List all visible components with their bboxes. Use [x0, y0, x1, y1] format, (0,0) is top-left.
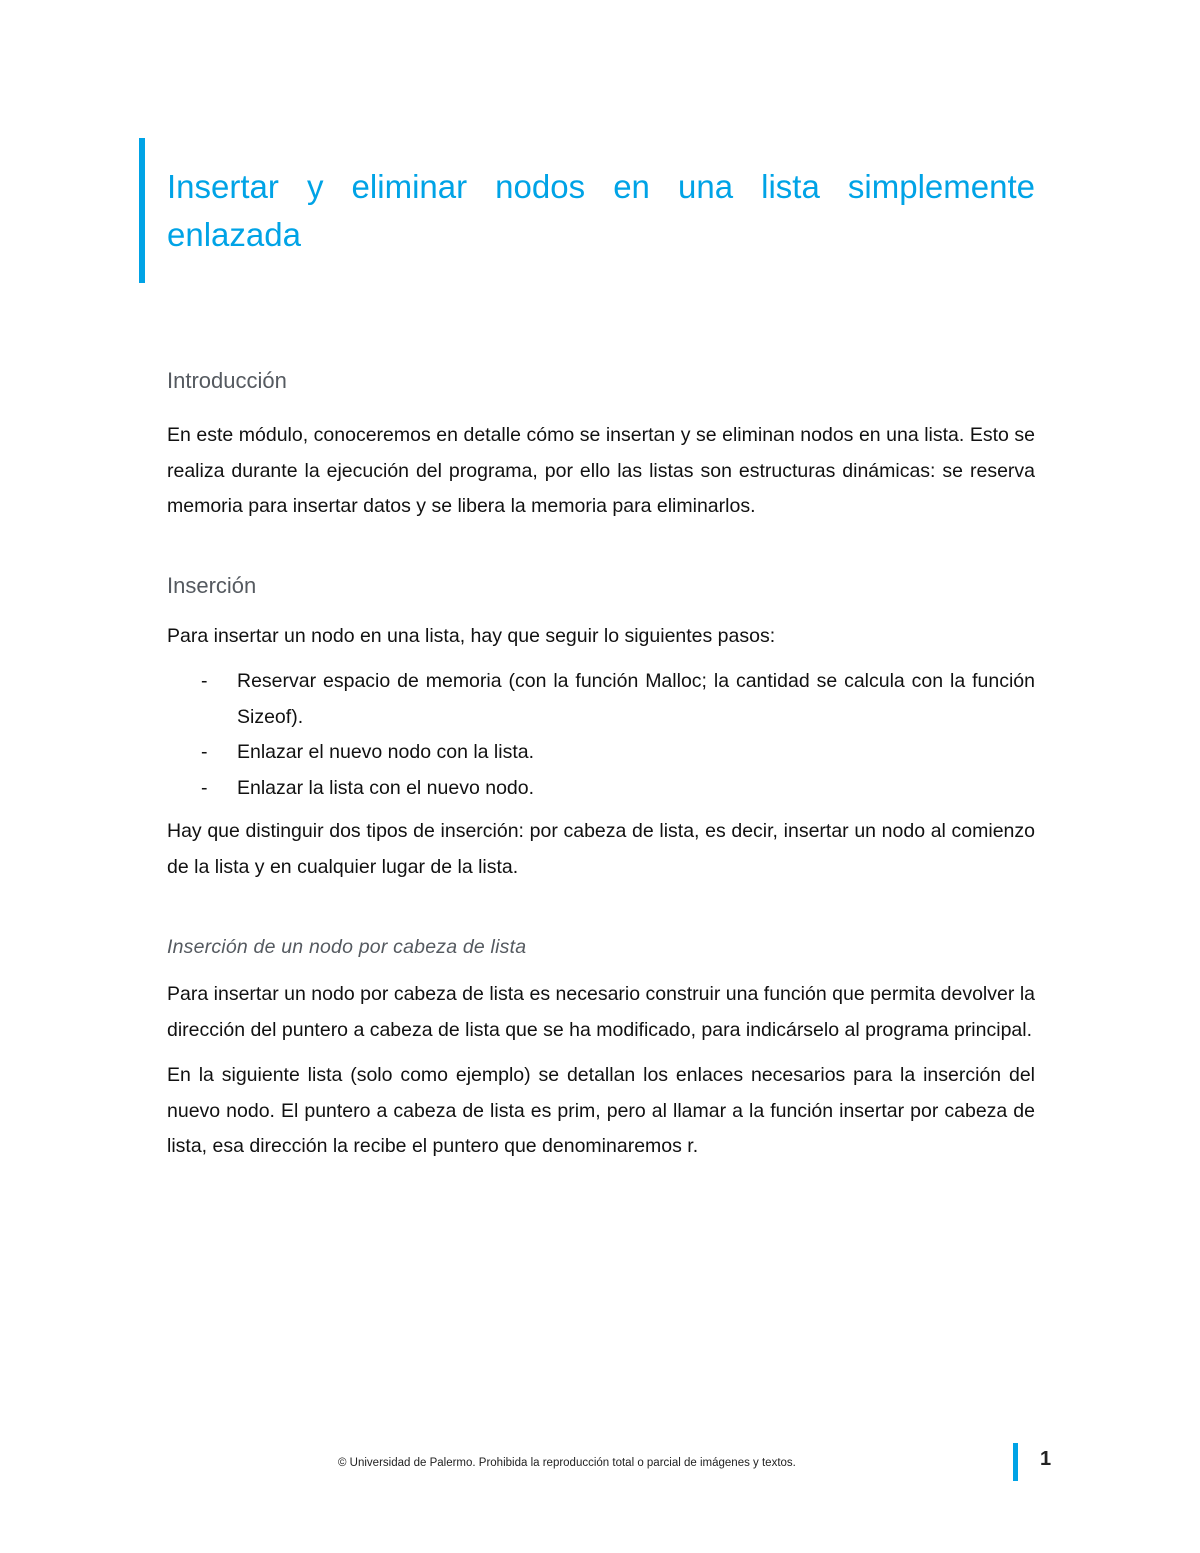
list-item: [167, 735, 1035, 771]
title-accent-bar: [139, 138, 145, 283]
list-item-text: Reservar espacio de memoria (con la función Malloc; la cantidad se calcula con la función Sizeof).: [237, 670, 1035, 728]
page-number: 1: [1040, 1448, 1052, 1470]
list-bullet: -: [201, 776, 208, 799]
section-heading-insertion: Inserción: [167, 572, 257, 598]
head-insertion-paragraph: En la siguiente lista (solo como ejemplo) se detallan los enlaces necesarios para la inserción del nuevo nodo. El puntero a cabeza de lista es prim, pero al llamar a la función insertar por cabeza de lista, esa dirección la recibe el puntero que denominaremos r.: [167, 1064, 1035, 1157]
list-item: [167, 771, 1035, 807]
document-body: [167, 364, 1035, 1175]
list-item-text: Enlazar el nuevo nodo con la lista.: [237, 741, 535, 763]
subsection-heading-head-insertion: Inserción de un nodo por cabeza de lista: [167, 936, 527, 958]
insertion-lead-paragraph: Para insertar un nodo en una lista, hay que seguir lo siguientes pasos:: [167, 624, 776, 647]
footer-copyright: © Universidad de Palermo. Prohibida la reproducción total o parcial de imágenes y textos.: [338, 1457, 796, 1469]
list-item: [167, 664, 1035, 735]
insertion-steps-list: [167, 664, 1035, 806]
list-bullet: -: [201, 670, 208, 692]
section-heading-introduction: Introducción: [167, 368, 287, 393]
head-insertion-paragraph: Para insertar un nodo por cabeza de lista es necesario construir una función que permita devolver la dirección del puntero a cabeza de lista que se ha modificado, para indicárselo al programa principal.: [167, 983, 1035, 1041]
intro-paragraph: En este módulo, conoceremos en detalle cómo se insertan y se eliminan nodos en una lista. Esto se realiza durante la ejecución del programa, por ello las listas son estructuras dinámicas: se reserva memoria para insertar datos y se libera la memoria para eliminarlos.: [167, 424, 1035, 517]
list-bullet: -: [201, 741, 208, 763]
document-title: Insertar y eliminar nodos en una lista simplemente enlazada: [167, 168, 1035, 253]
insertion-types-paragraph: Hay que distinguir dos tipos de inserción: por cabeza de lista, es decir, insertar un nodo al comienzo de la lista y en cualquier lugar de la lista.: [167, 820, 1035, 878]
footer-accent-bar: [1013, 1443, 1018, 1481]
list-item-text: Enlazar la lista con el nuevo nodo.: [237, 776, 535, 799]
